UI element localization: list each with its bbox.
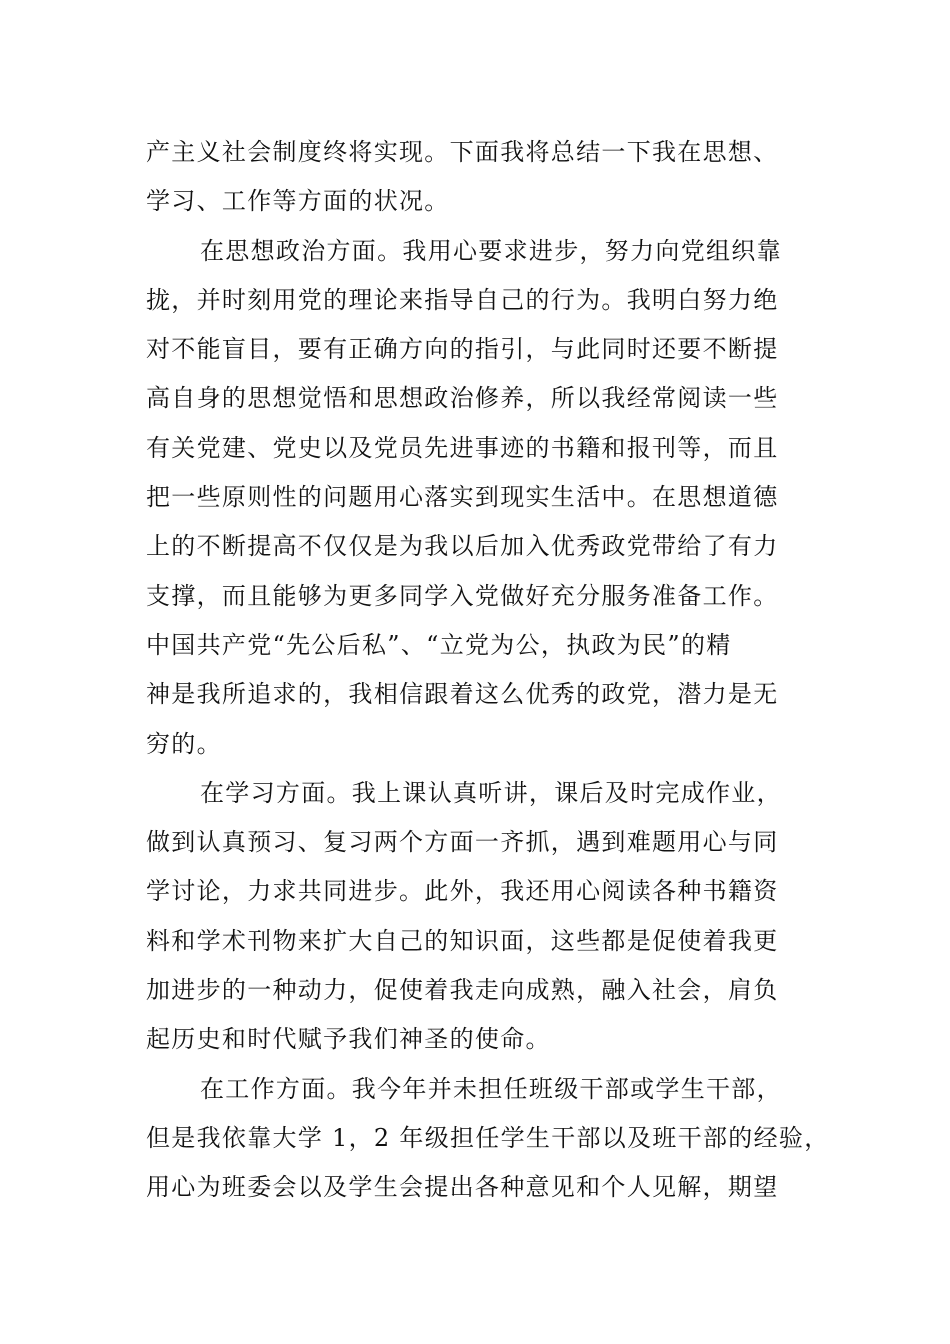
text-line: 把一些原则性的问题用心落实到现实生活中。在思想道德 (146, 483, 779, 512)
text-line: 有关党建、党史以及党员先进事迹的书籍和报刊等，而且 (146, 433, 779, 462)
text-line: 上的不断提高不仅仅是为我以后加入优秀政党带给了有力 (146, 532, 779, 561)
text-line: 但是我依靠大学 1，2 年级担任学生干部以及班干部的经验， (146, 1123, 830, 1152)
text-line: 神是我所追求的，我相信跟着这么优秀的政党，潜力是无 (146, 680, 779, 709)
text-line: 学讨论，力求共同进步。此外，我还用心阅读各种书籍资 (146, 877, 779, 906)
text-line: 学习、工作等方面的状况。 (146, 187, 450, 216)
text-line: 做到认真预习、复习两个方面一齐抓，遇到难题用心与同 (146, 828, 779, 857)
text-line: 料和学术刊物来扩大自己的知识面，这些都是促使着我更 (146, 926, 779, 955)
text-line: 产主义社会制度终将实现。下面我将总结一下我在思想、 (146, 138, 779, 166)
paragraph-start-line: 在工作方面。我今年并未担任班级干部或学生干部， (200, 1074, 782, 1103)
text-line: 起历史和时代赋予我们神圣的使命。 (146, 1025, 551, 1054)
text-line: 支撑，而且能够为更多同学入党做好充分服务准备工作。 (146, 581, 779, 610)
text-line: 高自身的思想觉悟和思想政治修养，所以我经常阅读一些 (146, 384, 779, 413)
text-line: 加进步的一种动力，促使着我走向成熟，融入社会，肩负 (146, 976, 779, 1005)
text-line: 用心为班委会以及学生会提出各种意见和个人见解，期望 (146, 1173, 779, 1202)
text-line: 中国共产党“先公后私”、“立党为公，执政为民”的精 (146, 630, 732, 659)
text-line: 穷的。 (146, 729, 222, 758)
document-body (146, 128, 830, 1213)
paragraph-start-line: 在学习方面。我上课认真听讲，课后及时完成作业， (200, 778, 782, 807)
paragraph-start-line: 在思想政治方面。我用心要求进步，努力向党组织靠 (200, 236, 782, 265)
text-line: 对不能盲目，要有正确方向的指引，与此同时还要不断提 (146, 335, 779, 364)
text-line: 拢，并时刻用党的理论来指导自己的行为。我明白努力绝 (146, 285, 779, 314)
